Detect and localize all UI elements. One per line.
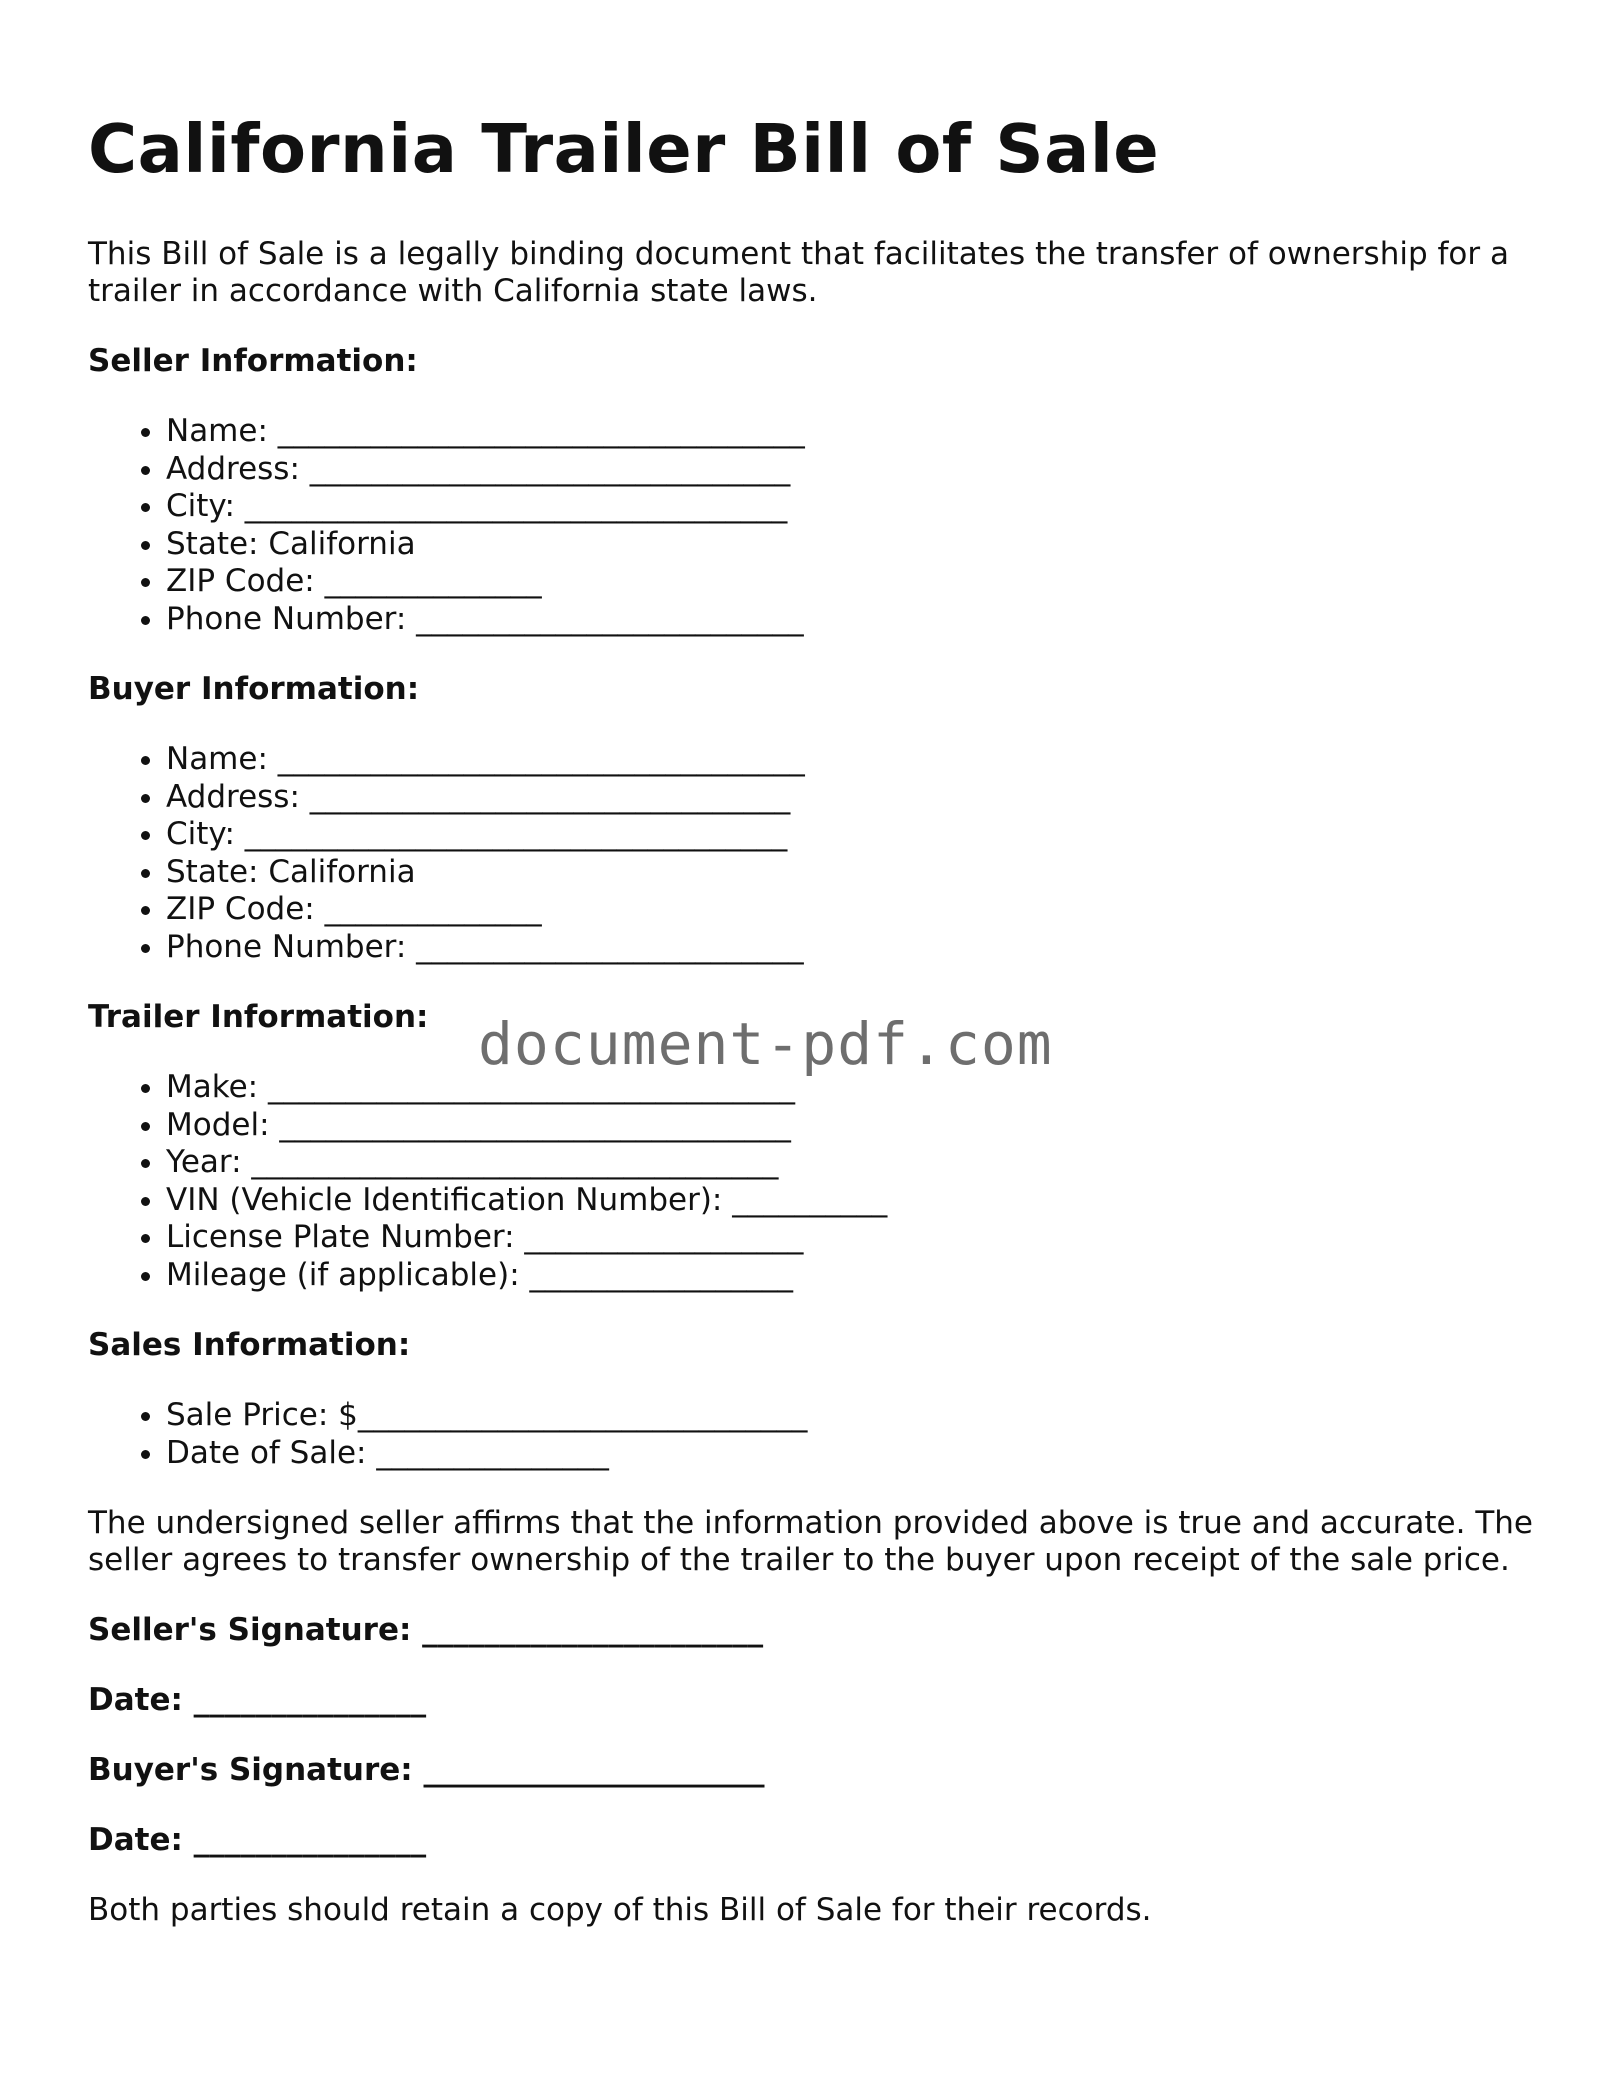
seller-signature-line: Seller's Signature: ______________________ bbox=[88, 1612, 764, 1648]
document-title: California Trailer Bill of Sale bbox=[88, 110, 1160, 188]
buyer-phone-field: • Phone Number: _________________________ bbox=[166, 929, 1538, 967]
trailer-year-field: • Year: __________________________________ bbox=[166, 1144, 1538, 1182]
seller-state-field: • State: California bbox=[166, 526, 1538, 564]
buyer-info-list bbox=[88, 741, 1538, 966]
affirmation-paragraph: The undersigned seller affirms that the information provided above is true and accurate. The seller agrees to transfer ownership of the trailer to the buyer upon receipt of the sale price. bbox=[88, 1505, 1533, 1578]
buyer-name-field: • Name: __________________________________ bbox=[166, 741, 1538, 779]
seller-zip-field: • ZIP Code: ______________ bbox=[166, 563, 1538, 601]
sales-section-heading: Sales Information: bbox=[88, 1327, 411, 1363]
buyer-signature-line: Buyer's Signature: ______________________ bbox=[88, 1752, 765, 1788]
seller-date-line: Date: _______________ bbox=[88, 1682, 427, 1718]
seller-info-list bbox=[88, 413, 1538, 638]
footer-note: Both parties should retain a copy of this Bill of Sale for their records. bbox=[88, 1892, 1152, 1928]
seller-name-field: • Name: __________________________________ bbox=[166, 413, 1538, 451]
buyer-city-field: • City: ___________________________________ bbox=[166, 816, 1538, 854]
trailer-section-heading: Trailer Information: bbox=[88, 999, 429, 1035]
sale-price-field: • Sale Price: $_____________________________ bbox=[166, 1397, 1538, 1435]
seller-phone-field: • Phone Number: _________________________ bbox=[166, 601, 1538, 639]
trailer-model-field: • Model: _________________________________ bbox=[166, 1107, 1538, 1145]
intro-paragraph: This Bill of Sale is a legally binding document that facilitates the transfer of ownership for a trailer in accordance with California state laws. bbox=[88, 236, 1509, 309]
trailer-info-list bbox=[88, 1069, 1538, 1294]
seller-section-heading: Seller Information: bbox=[88, 343, 418, 379]
trailer-plate-field: • License Plate Number: __________________ bbox=[166, 1219, 1538, 1257]
sales-info-list bbox=[88, 1397, 1538, 1472]
seller-address-field: • Address: _______________________________ bbox=[166, 451, 1538, 489]
trailer-make-field: • Make: __________________________________ bbox=[166, 1069, 1538, 1107]
buyer-address-field: • Address: _______________________________ bbox=[166, 779, 1538, 817]
buyer-zip-field: • ZIP Code: ______________ bbox=[166, 891, 1538, 929]
seller-city-field: • City: ___________________________________ bbox=[166, 488, 1538, 526]
buyer-state-field: • State: California bbox=[166, 854, 1538, 892]
buyer-date-line: Date: _______________ bbox=[88, 1822, 427, 1858]
trailer-mileage-field: • Mileage (if applicable): _________________ bbox=[166, 1257, 1538, 1295]
trailer-vin-field: • VIN (Vehicle Identification Number): __________ bbox=[166, 1182, 1538, 1220]
watermark: document-pdf.com bbox=[478, 1010, 1053, 1078]
sale-date-field: • Date of Sale: _______________ bbox=[166, 1435, 1538, 1473]
buyer-section-heading: Buyer Information: bbox=[88, 671, 420, 707]
